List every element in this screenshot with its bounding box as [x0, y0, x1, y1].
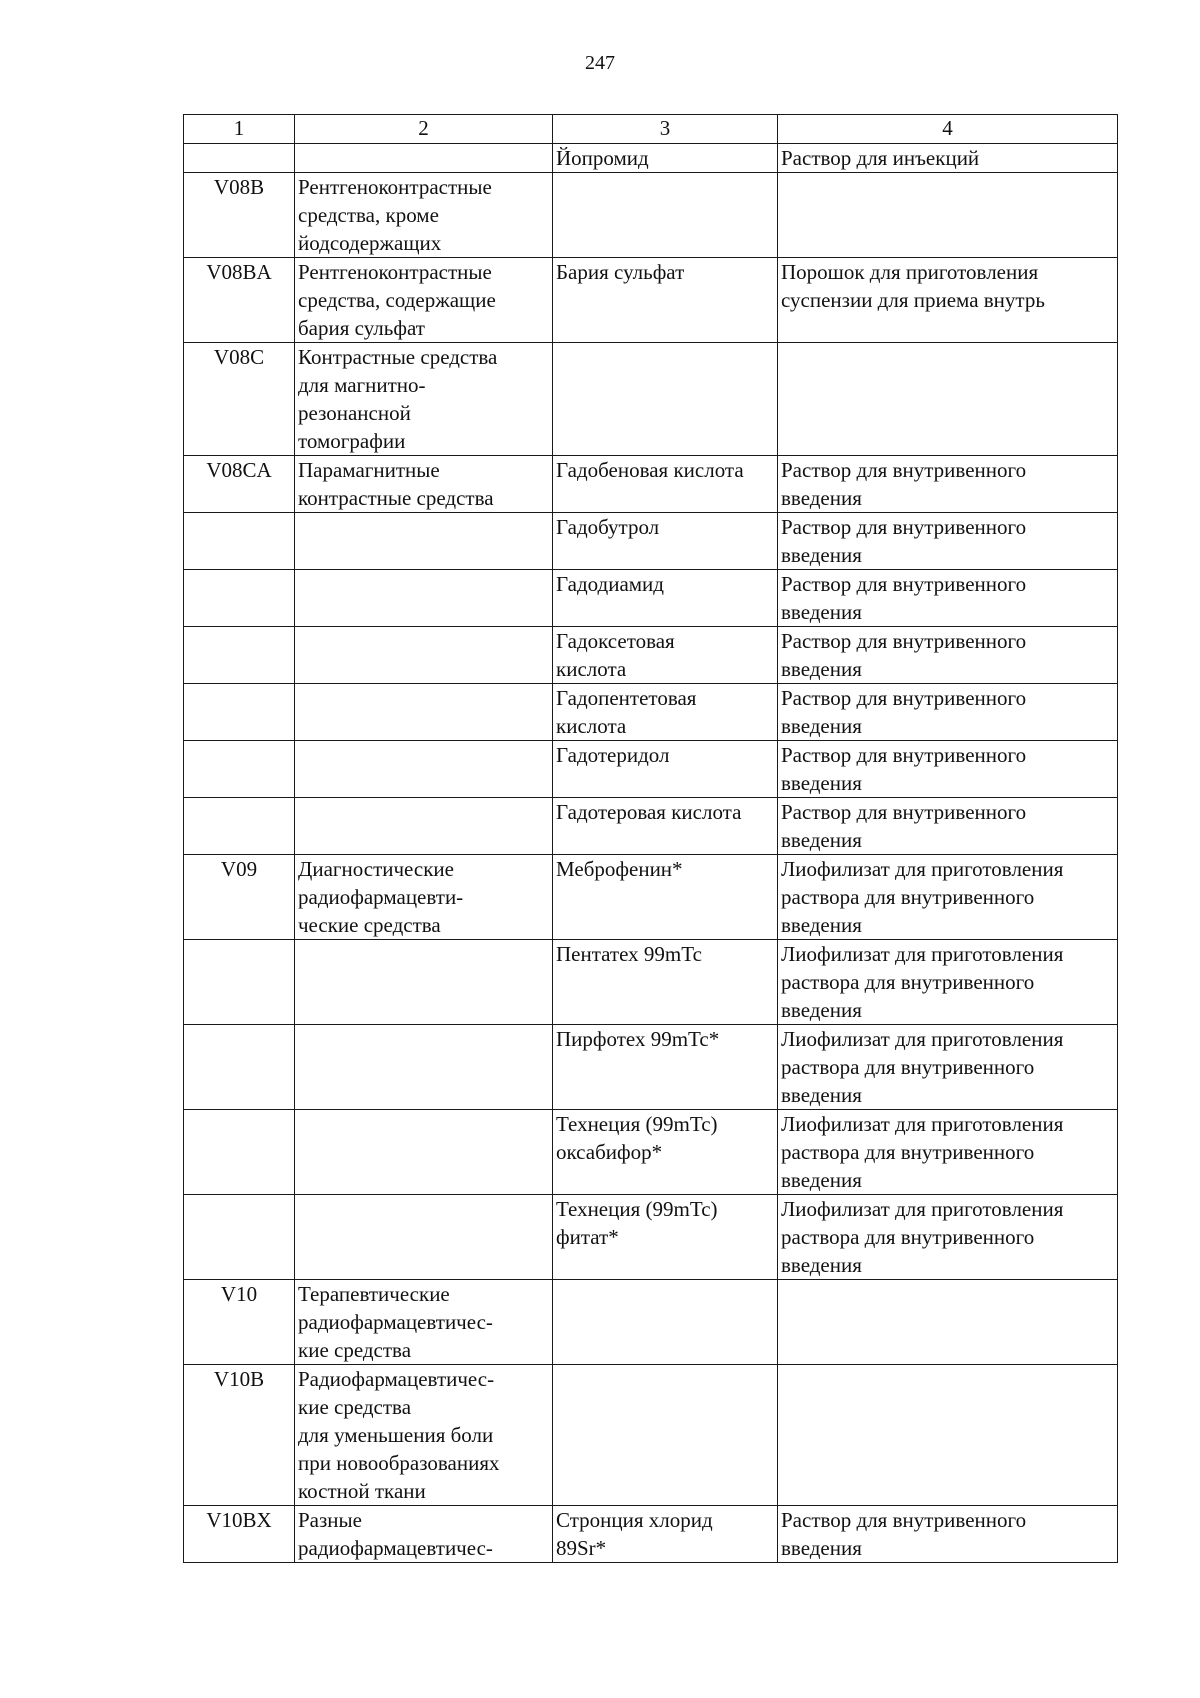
table-row — [184, 1110, 1118, 1195]
header-col-3: 3 — [553, 115, 778, 144]
atc-code-cell — [184, 144, 295, 173]
dosage-form-cell: Раствор для внутривенного введения — [778, 741, 1118, 798]
table-header-row — [184, 115, 1118, 144]
table-row — [184, 144, 1118, 173]
drug-substance-cell: Технеция (99mTc) оксабифор* — [553, 1110, 778, 1195]
drug-substance-cell: Йопромид — [553, 144, 778, 173]
drug-substance-cell: Гадотеровая кислота — [553, 798, 778, 855]
dosage-form-cell: Лиофилизат для приготовления раствора для внутривенного введения — [778, 1195, 1118, 1280]
table-row — [184, 1195, 1118, 1280]
anatomic-therapeutic-group-cell: Диагностические радиофармацевти- ческие средства — [295, 855, 553, 940]
atc-code-cell — [184, 1025, 295, 1110]
atc-code-cell: V08B — [184, 173, 295, 258]
dosage-form-cell: Раствор для внутривенного введения — [778, 456, 1118, 513]
dosage-form-cell: Порошок для приготовления суспензии для приема внутрь — [778, 258, 1118, 343]
dosage-form-cell: Раствор для внутривенного введения — [778, 684, 1118, 741]
drug-substance-cell: Гадоксетовая кислота — [553, 627, 778, 684]
drug-substance-cell: Гадотеридол — [553, 741, 778, 798]
table-row — [184, 684, 1118, 741]
table-row — [184, 570, 1118, 627]
drug-substance-cell — [553, 1280, 778, 1365]
dosage-form-cell: Раствор для инъекций — [778, 144, 1118, 173]
drug-substance-cell: Бария сульфат — [553, 258, 778, 343]
atc-code-cell — [184, 1195, 295, 1280]
table-row — [184, 940, 1118, 1025]
anatomic-therapeutic-group-cell — [295, 741, 553, 798]
anatomic-therapeutic-group-cell — [295, 1110, 553, 1195]
drug-substance-cell: Гадопентетовая кислота — [553, 684, 778, 741]
table-row — [184, 741, 1118, 798]
header-col-1: 1 — [184, 115, 295, 144]
drug-substance-cell: Технеция (99mTc) фитат* — [553, 1195, 778, 1280]
table-row — [184, 1506, 1118, 1563]
atc-code-cell — [184, 741, 295, 798]
drug-substance-cell: Стронция хлорид 89Sr* — [553, 1506, 778, 1563]
atc-code-cell: V10BX — [184, 1506, 295, 1563]
drug-substance-cell: Гадодиамид — [553, 570, 778, 627]
atc-code-cell — [184, 627, 295, 684]
atc-code-cell: V10 — [184, 1280, 295, 1365]
anatomic-therapeutic-group-cell — [295, 570, 553, 627]
anatomic-therapeutic-group-cell — [295, 684, 553, 741]
table-row — [184, 343, 1118, 456]
anatomic-therapeutic-group-cell: Парамагнитные контрастные средства — [295, 456, 553, 513]
table-row — [184, 456, 1118, 513]
atc-code-cell: V10B — [184, 1365, 295, 1506]
dosage-form-cell: Раствор для внутривенного введения — [778, 798, 1118, 855]
atc-code-cell — [184, 684, 295, 741]
dosage-form-cell — [778, 1365, 1118, 1506]
drug-substance-cell — [553, 1365, 778, 1506]
table-row — [184, 855, 1118, 940]
atc-code-cell: V09 — [184, 855, 295, 940]
dosage-form-cell: Лиофилизат для приготовления раствора для внутривенного введения — [778, 1110, 1118, 1195]
dosage-form-cell: Раствор для внутривенного введения — [778, 1506, 1118, 1563]
drug-substance-cell — [553, 173, 778, 258]
drug-substance-cell: Гадобутрол — [553, 513, 778, 570]
atc-code-cell — [184, 513, 295, 570]
dosage-form-cell: Лиофилизат для приготовления раствора для внутривенного введения — [778, 855, 1118, 940]
anatomic-therapeutic-group-cell — [295, 1025, 553, 1110]
atc-code-cell — [184, 1110, 295, 1195]
atc-code-cell: V08BA — [184, 258, 295, 343]
anatomic-therapeutic-group-cell: Рентгеноконтрастные средства, содержащие бария сульфат — [295, 258, 553, 343]
atc-code-cell — [184, 798, 295, 855]
table-row — [184, 173, 1118, 258]
table-row — [184, 1280, 1118, 1365]
drug-substance-cell: Пентатех 99mTc — [553, 940, 778, 1025]
table-row — [184, 1025, 1118, 1110]
anatomic-therapeutic-group-cell — [295, 513, 553, 570]
anatomic-therapeutic-group-cell — [295, 144, 553, 173]
dosage-form-cell: Раствор для внутривенного введения — [778, 513, 1118, 570]
drug-substance-cell — [553, 343, 778, 456]
table-row — [184, 513, 1118, 570]
anatomic-therapeutic-group-cell: Рентгеноконтрастные средства, кроме йодсодержащих — [295, 173, 553, 258]
drug-substance-cell: Пирфотех 99mTc* — [553, 1025, 778, 1110]
drug-classification-table — [183, 114, 1118, 1563]
table-row — [184, 627, 1118, 684]
dosage-form-cell: Лиофилизат для приготовления раствора для внутривенного введения — [778, 1025, 1118, 1110]
dosage-form-cell — [778, 343, 1118, 456]
drug-substance-cell: Гадобеновая кислота — [553, 456, 778, 513]
atc-code-cell: V08C — [184, 343, 295, 456]
anatomic-therapeutic-group-cell — [295, 940, 553, 1025]
anatomic-therapeutic-group-cell: Разные радиофармацевтичес- — [295, 1506, 553, 1563]
header-col-4: 4 — [778, 115, 1118, 144]
dosage-form-cell: Раствор для внутривенного введения — [778, 627, 1118, 684]
anatomic-therapeutic-group-cell: Радиофармацевтичес- кие средства для уменьшения боли при новообразованиях костной ткани — [295, 1365, 553, 1506]
anatomic-therapeutic-group-cell: Терапевтические радиофармацевтичес- кие средства — [295, 1280, 553, 1365]
table-row — [184, 258, 1118, 343]
table-row — [184, 798, 1118, 855]
page-number: 247 — [585, 52, 615, 74]
anatomic-therapeutic-group-cell: Контрастные средства для магнитно- резонансной томографии — [295, 343, 553, 456]
dosage-form-cell: Раствор для внутривенного введения — [778, 570, 1118, 627]
dosage-form-cell — [778, 1280, 1118, 1365]
atc-code-cell: V08CA — [184, 456, 295, 513]
drug-substance-cell: Меброфенин* — [553, 855, 778, 940]
atc-code-cell — [184, 940, 295, 1025]
dosage-form-cell — [778, 173, 1118, 258]
atc-code-cell — [184, 570, 295, 627]
header-col-2: 2 — [295, 115, 553, 144]
anatomic-therapeutic-group-cell — [295, 798, 553, 855]
anatomic-therapeutic-group-cell — [295, 627, 553, 684]
dosage-form-cell: Лиофилизат для приготовления раствора для внутривенного введения — [778, 940, 1118, 1025]
anatomic-therapeutic-group-cell — [295, 1195, 553, 1280]
table-row — [184, 1365, 1118, 1506]
